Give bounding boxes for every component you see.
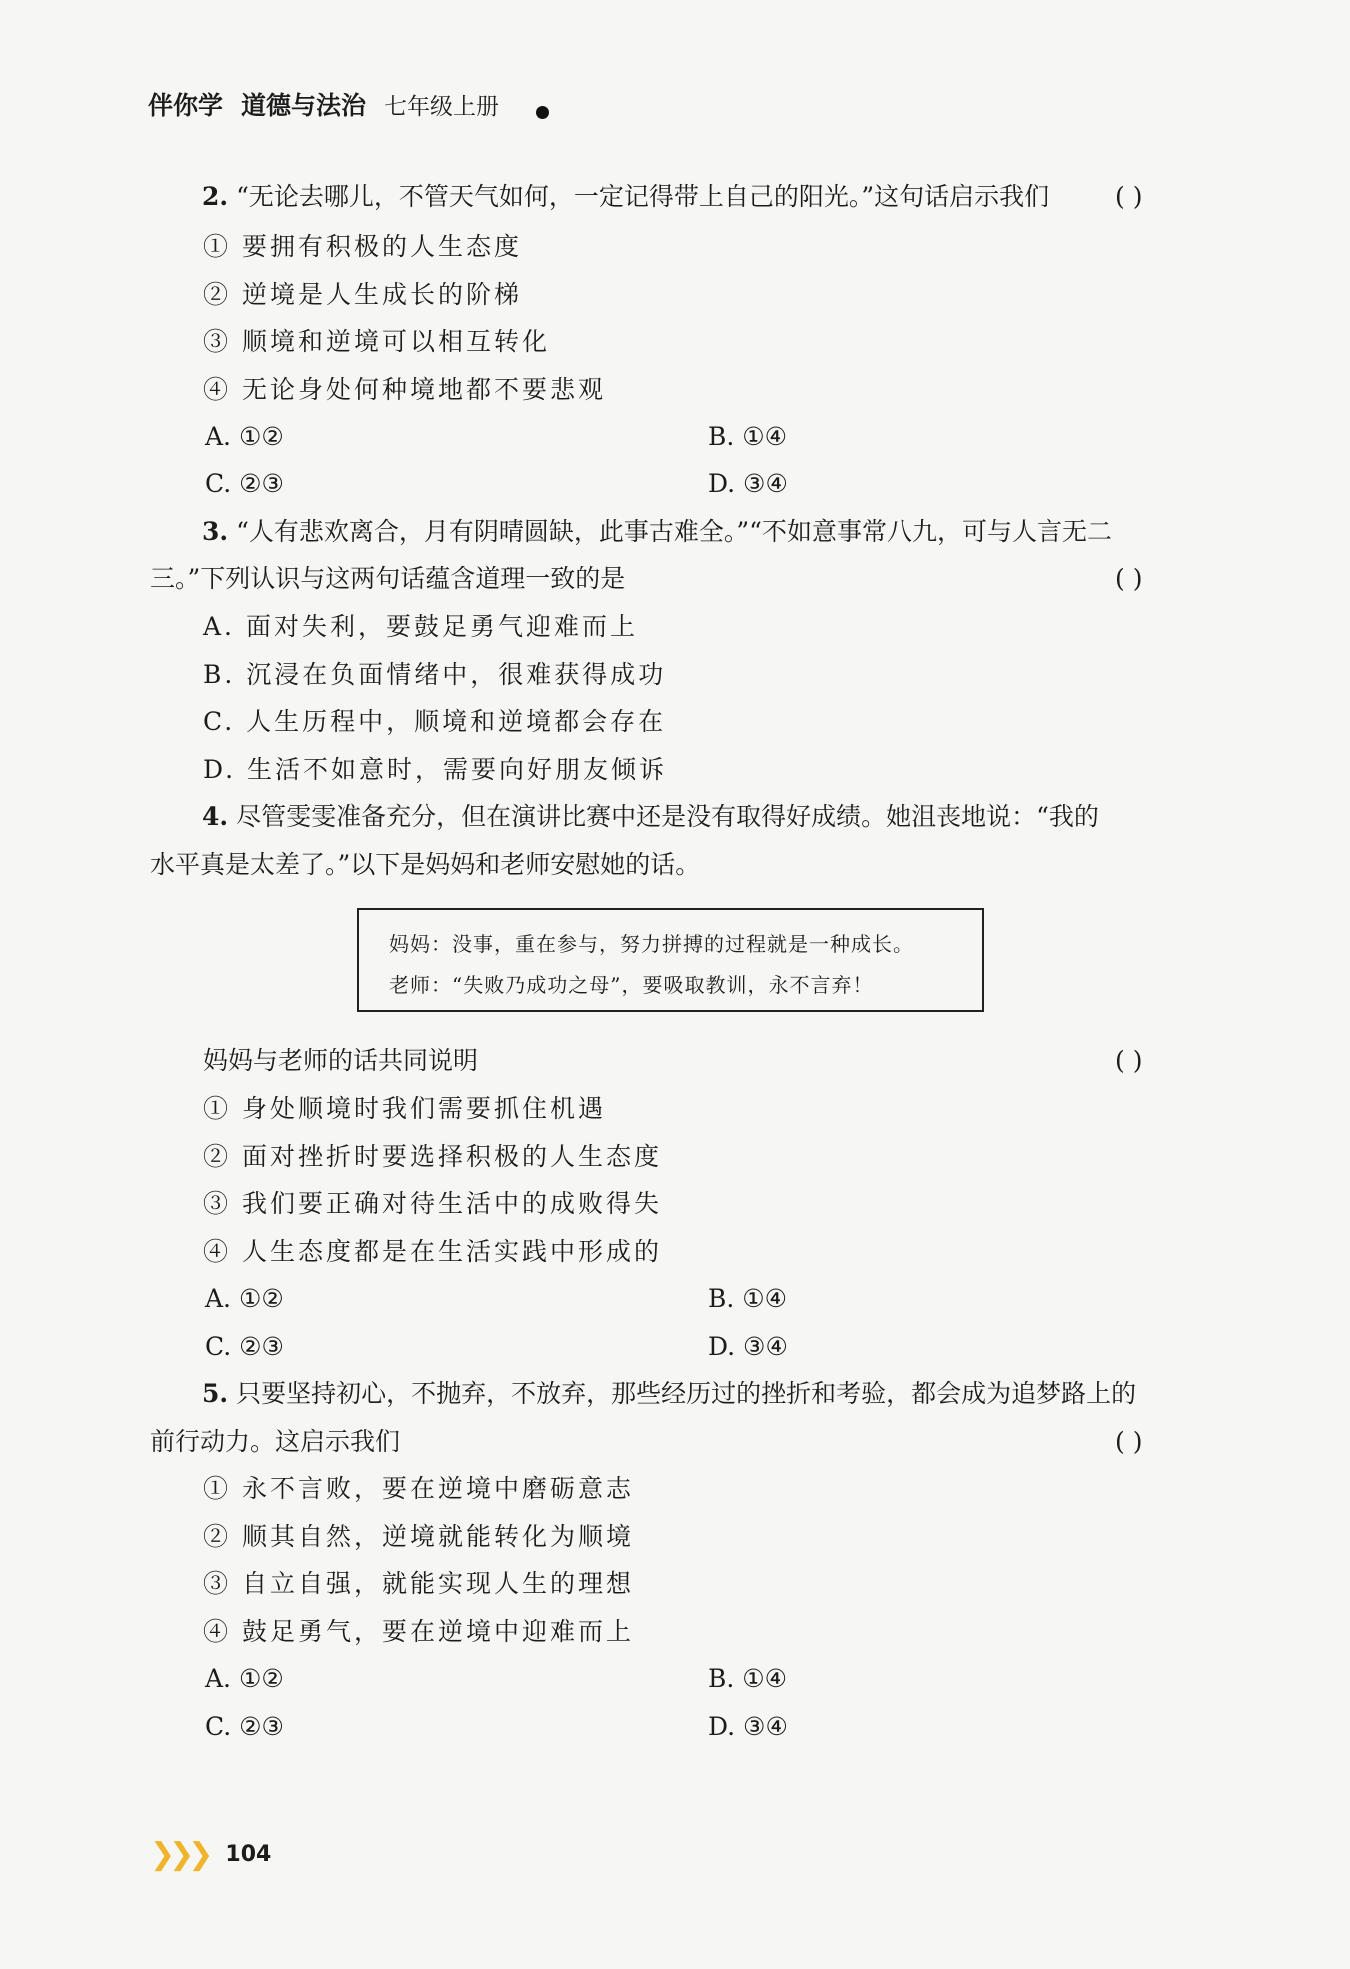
- choice-c: C. ②③: [205, 1332, 284, 1361]
- question-text: “无论去哪儿，不管天气如何，一定记得带上自己的阳光。”这句话启示我们: [236, 182, 1050, 211]
- question-prompt: 妈妈与老师的话共同说明: [203, 1046, 479, 1075]
- answer-blank[interactable]: ( ): [1115, 1046, 1143, 1075]
- question-text-continued: 前行动力。这启示我们: [150, 1427, 401, 1456]
- statement-item: ② 顺其自然，逆境就能转化为顺境: [203, 1522, 634, 1551]
- choice-b: B. ①④: [708, 1664, 788, 1693]
- choice-d: D. ③④: [708, 1712, 788, 1741]
- answer-blank[interactable]: ( ): [1115, 564, 1143, 593]
- quote-box: [357, 908, 984, 1012]
- choice-c: C. ②③: [205, 469, 284, 498]
- question-number: 4.: [202, 802, 229, 831]
- question-3-stem: [202, 515, 1350, 549]
- question-number: 3.: [202, 517, 229, 546]
- chevrons-icon: ❯❯❯: [150, 1837, 208, 1872]
- statement-item: ① 永不言败，要在逆境中磨砺意志: [203, 1474, 634, 1503]
- question-2-stem: [202, 180, 1350, 214]
- statement-item: ② 面对挫折时要选择积极的人生态度: [203, 1142, 662, 1171]
- option-c: C. 人生历程中，顺境和逆境都会存在: [203, 707, 667, 736]
- question-text-continued: 水平真是太差了。”以下是妈妈和老师安慰她的话。: [150, 850, 701, 879]
- choice-a: A. ①②: [205, 1284, 284, 1313]
- question-number: 5.: [202, 1379, 229, 1408]
- question-number: 2.: [202, 182, 229, 211]
- statement-item: ② 逆境是人生成长的阶梯: [203, 280, 522, 309]
- statement-item: ① 身处顺境时我们需要抓住机遇: [203, 1094, 606, 1123]
- choice-a: A. ①②: [205, 422, 284, 451]
- statement-item: ① 要拥有积极的人生态度: [203, 232, 522, 261]
- quote-teacher: 老师：“失败乃成功之母”，要吸取教训，永不言弃！: [389, 973, 874, 997]
- question-text-continued: 三。”下列认识与这两句话蕴含道理一致的是: [150, 564, 626, 593]
- page-header: [148, 86, 499, 122]
- statement-item: ③ 顺境和逆境可以相互转化: [203, 327, 550, 356]
- choice-a: A. ①②: [205, 1664, 284, 1693]
- statement-item: ④ 无论身处何种境地都不要悲观: [203, 375, 606, 404]
- statement-item: ④ 人生态度都是在生活实践中形成的: [203, 1237, 662, 1266]
- question-text: “人有悲欢离合，月有阴晴圆缺，此事古难全。”“不如意事常八九，可与人言无二: [236, 517, 1112, 546]
- option-d: D. 生活不如意时，需要向好朋友倾诉: [203, 755, 668, 784]
- statement-item: ④ 鼓足勇气，要在逆境中迎难而上: [203, 1617, 634, 1646]
- question-4-stem: [202, 800, 1350, 834]
- choice-d: D. ③④: [708, 1332, 788, 1361]
- header-dot-icon: [536, 106, 549, 119]
- choice-d: D. ③④: [708, 469, 788, 498]
- header-grade: 七年级上册: [384, 94, 500, 120]
- choice-c: C. ②③: [205, 1712, 284, 1741]
- statement-item: ③ 我们要正确对待生活中的成败得失: [203, 1189, 662, 1218]
- page-footer: [150, 1837, 271, 1872]
- answer-blank[interactable]: ( ): [1115, 1427, 1143, 1456]
- header-book-title: 伴你学: [148, 91, 224, 120]
- question-text: 只要坚持初心，不抛弃，不放弃，那些经历过的挫折和考验，都会成为追梦路上的: [236, 1379, 1137, 1408]
- option-a: A. 面对失利，要鼓足勇气迎难而上: [203, 612, 638, 641]
- choice-b: B. ①④: [708, 422, 788, 451]
- question-5-stem: [202, 1377, 1350, 1411]
- choice-b: B. ①④: [708, 1284, 788, 1313]
- answer-blank[interactable]: ( ): [1115, 182, 1143, 211]
- page-number: 104: [225, 1842, 272, 1867]
- statement-item: ③ 自立自强，就能实现人生的理想: [203, 1569, 634, 1598]
- header-subject: 道德与法治: [241, 91, 367, 120]
- option-b: B. 沉浸在负面情绪中，很难获得成功: [203, 660, 667, 689]
- question-text: 尽管雯雯准备充分，但在演讲比赛中还是没有取得好成绩。她沮丧地说：“我的: [236, 802, 1099, 831]
- quote-mother: 妈妈：没事，重在参与，努力拼搏的过程就是一种成长。: [389, 932, 914, 956]
